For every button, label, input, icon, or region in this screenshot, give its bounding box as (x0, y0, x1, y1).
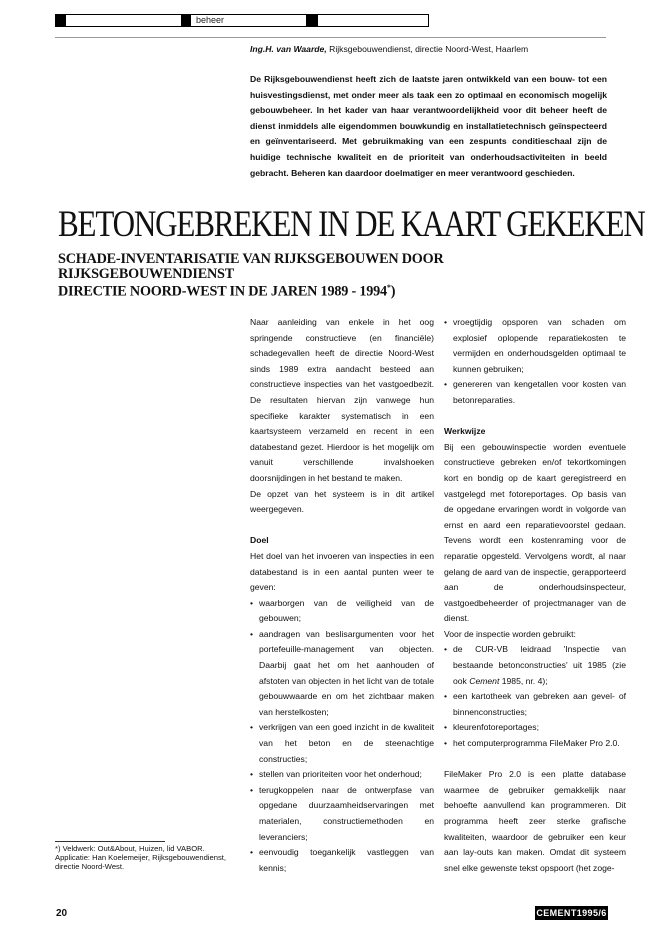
tools-list (444, 642, 626, 751)
list-item-text: terugkoppelen naar de ontwerpfase van opgedane duurzaamheidservaringen met materialen, constructiemethoden en leveranciers; (259, 784, 434, 842)
list-item-text: een kartotheek van gebreken aan gevel- of binnenconstructies; (453, 691, 626, 717)
werkwijze-text: Bij een gebouwinspectie worden eventuele constructieve gebreken en/of tekortkomingen kort en bondig op de kaart geregistreerd en vastgelegd met fotoreportages. Op basis van de opgedane ervaringen wordt in volgorde van ernst en aard een reparatievoorstel gedaan. Tevens wordt een kostenraming voor de reparatie opgesteld. Vervolgens wordt, al naar gelang de aard van de inspectie, gerapporteerd aan de onderhoudsinspecteur, vastgoedbeheerder of projectmanager van de dienst. (444, 441, 626, 624)
bullet-icon: • (444, 317, 448, 327)
header-block-3 (306, 15, 318, 26)
bullet-icon: • (250, 847, 254, 858)
subtitle-line-1: SCHADE-INVENTARISATIE VAN RIJKSGEBOUWEN DOOR RIJKSGEBOUWENDIENST (58, 251, 444, 282)
filemaker-text: FileMaker Pro 2.0 is een platte database waarmee de gebruiker gemakkelijk naar behoefte aanvullend kan programmeren. Dit programma heeft zeer sterke grafische kwaliteiten, waardoor de gebruiker een keur aan lay-outs kan maken. Omdat dit systeem snel elke gewenste tekst opspoort (het zoge- (444, 769, 626, 873)
section-label: beheer (196, 15, 225, 25)
bullet-icon: • (444, 738, 448, 749)
bullet-icon: • (250, 784, 254, 795)
list-item (250, 720, 434, 767)
list-item (250, 845, 434, 876)
list-item (444, 377, 626, 408)
footnote-line-2: Applicatie: Han Koelemeijer, Rijksgebouwendienst, directie Noord-West. (55, 853, 226, 871)
list-item-text: kleurenfotoreportages; (453, 722, 539, 733)
page-number: 20 (56, 908, 68, 919)
list-item (444, 642, 626, 689)
list-item (444, 720, 626, 736)
journal-name: Cement (469, 675, 500, 686)
list-item-text: eenvoudig toegankelijk vastleggen van kennis; (259, 847, 434, 873)
system-text: De opzet van het systeem is in dit artikel weergegeven. (250, 488, 434, 515)
bullet-icon: • (250, 769, 254, 780)
bullet-icon: • (250, 597, 254, 608)
list-item-text: vroegtijdig opsporen van schaden om explosief oplopende reparatiekosten te vermijden en onderhoudsgelden optimaal te kunnen gebruiken; (453, 317, 626, 374)
bullet-icon: • (444, 644, 448, 655)
list-item (250, 627, 434, 721)
list-item (250, 767, 434, 783)
footnote-rule (55, 841, 165, 842)
subtitle-line-2 (58, 281, 618, 299)
header-block-2 (181, 15, 191, 26)
author-affiliation: Rijksgebouwendienst, directie Noord-West, Haarlem (329, 44, 529, 54)
heading-doel: Doel (250, 535, 269, 546)
bullet-icon: • (444, 379, 448, 390)
list-item-text: waarborgen van de veiligheid van de gebouwen; (259, 597, 434, 624)
list-item (444, 689, 626, 720)
list-item-text: aandragen van beslisargumenten voor het portefeuille-management van objecten. Daarbij gaat het om het aanhouden of afstoten van objecten in het licht van de totale gebouwwaarde en om het zichtbaar maken van herstelkosten; (259, 628, 434, 717)
bullet-icon: • (250, 628, 254, 639)
bullet-icon: • (444, 722, 448, 733)
doel-list-continued (444, 315, 626, 409)
header-rule (55, 37, 606, 38)
author-line (250, 43, 528, 55)
footnote-marker: * (386, 283, 391, 292)
text-column-2 (444, 315, 626, 876)
list-item-text: stellen van prioriteiten voor het onderhoud; (259, 769, 422, 780)
intro-text: Naar aanleiding van enkele in het oog springende constructieve (en financiële) schadegevallen heeft de directie Noord-West sinds 1989 extra aandacht besteed aan constructieve inspecties van het vastgoedbezit. De resultaten hiervan zijn vanwege hun specifieke karakter systematisch in een kaartsysteem verzameld en recent in een databestand gezet. Hierdoor is het mogelijk om vanuit verschillende invalshoeken doorsnijdingen in het bestand te maken. (250, 317, 434, 483)
list-item-text: verkrijgen van een goed inzicht in de kwaliteit van het beton en de steenachtige constructies; (259, 722, 434, 764)
list-item (250, 783, 434, 845)
header-bar (55, 14, 429, 27)
list-item-text: het computerprogramma FileMaker Pro 2.0. (453, 738, 620, 749)
subtitle-close: ) (390, 283, 396, 300)
author-name: Ing.H. van Waarde, (250, 44, 327, 54)
list-item (444, 736, 626, 752)
doel-text: Het doel van het invoeren van inspecties in een databestand is in een aantal punten weer te geven: (250, 550, 434, 593)
intro-paragraph: De Rijksgebouwendienst heeft zich de laatste jaren ontwikkeld van een bouw- tot een huisvestingsdienst, met onder meer als taak een zo optimaal en economisch mogelijk gebouwbeheer. In het kader van haar verantwoordelijkheid voor dit beheer heeft de dienst inmiddels alle eigendommen bouwkundig en installatietechnisch geïnspecteerd en geïnventariseerd. Met gebruikmaking van een zespunts conditieschaal zijn de huidige technische kwaliteit en de prioriteit van onderhoudsactiviteiten in beeld gebracht. Beheren kan daardoor doelmatiger en meer verantwoord geschieden. (250, 74, 607, 178)
subtitle-line-2-text: DIRECTIE NOORD-WEST IN DE JAREN 1989 - 1994 (58, 283, 387, 300)
list-item (250, 596, 434, 627)
footnote (55, 844, 245, 871)
tools-intro: Voor de inspectie worden gebruikt: (444, 628, 576, 639)
doel-list (250, 596, 434, 877)
bullet-icon: • (444, 691, 448, 702)
list-item-text: de CUR-VB leidraad 'Inspectie van bestaande betonconstructies' uit 1985 (zie ook (453, 644, 626, 686)
header-block-1 (56, 15, 66, 26)
journal-badge: CEMENT1995/6 (536, 908, 607, 918)
article-title: BETONGEBREKEN IN DE KAART GEKEKEN (58, 204, 645, 245)
list-item-text-end: 1985, nr. 4); (499, 675, 548, 686)
list-item-text: genereren van kengetallen voor kosten van betonreparaties. (453, 379, 626, 405)
footnote-line-1: *) Veldwerk: Out&About, Huizen, lid VABOR. (55, 844, 205, 853)
article-subtitle (58, 252, 618, 299)
bullet-icon: • (250, 722, 254, 733)
heading-werkwijze: Werkwijze (444, 426, 486, 437)
text-column-1 (250, 315, 434, 876)
list-item (444, 315, 626, 377)
